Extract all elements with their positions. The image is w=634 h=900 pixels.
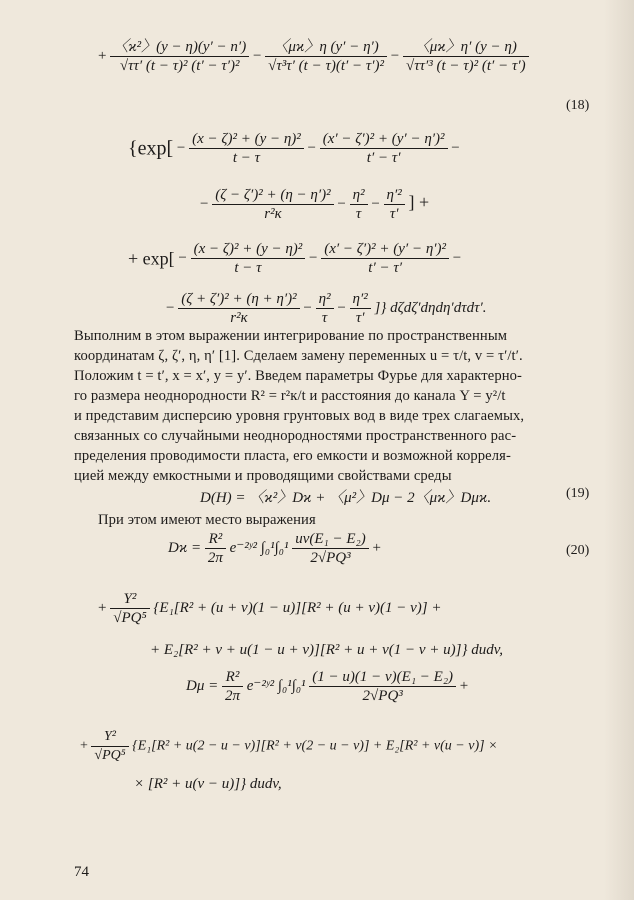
exp-line-4 [166, 290, 486, 327]
formula-19: D(H) = 〈ϰ²〉Dϰ + 〈μ²〉Dμ − 2〈μϰ〉Dμϰ. [200, 490, 492, 506]
page-number: 74 [74, 864, 89, 880]
fraction [316, 290, 334, 327]
numerator: (ζ − ζ′)² + (η − η′)² [212, 186, 333, 205]
minus-sign: − [309, 249, 318, 266]
numerator: η′² [350, 290, 371, 309]
numerator: (x′ − ζ′)² + (y′ − η′)² [321, 240, 449, 259]
numerator: (x − ζ)² + (y − η)² [189, 130, 304, 149]
denominator: τ [321, 310, 328, 326]
expression-body: {E₁[R² + u(2 − u − v)][R² + v(2 − u − v)] + E₂[R² + v(u − v)] × [132, 738, 498, 754]
fraction [350, 290, 371, 327]
denominator: τ [355, 206, 362, 222]
fraction [110, 38, 249, 75]
paragraph-line: и представим дисперсию уровня грунтовых вод в виде трех слагаемых, [74, 408, 525, 424]
integral-differentials: ]} dζdζ′dηdη′dτdτ′. [374, 299, 487, 316]
numerator: η² [316, 290, 334, 309]
paragraph-line: Выполним в этом выражении интегрирование по пространственным [74, 328, 508, 344]
formula-20-line-5 [80, 728, 498, 765]
numerator: 〈μϰ〉η (y′ − η′) [265, 38, 387, 57]
formula-20-line-4 [186, 668, 468, 705]
denominator: r²к [230, 310, 248, 326]
minus-sign: − [178, 249, 187, 266]
paragraph-line: Положим t = t′, x = x′, y = y′. Введем параметры Фурье для характерно- [74, 368, 523, 384]
paragraph-line: связанных со случайными неоднородностями пространственного рас- [74, 428, 517, 444]
plus-sign: + [459, 677, 469, 694]
exponent-integral: e⁻²ʸ² ∫₀¹∫₀¹ [229, 539, 289, 556]
denominator: t − τ [232, 150, 261, 166]
equation-number: (19) [566, 486, 590, 501]
lhs: Dϰ = [168, 539, 202, 556]
fraction [403, 38, 529, 75]
fraction [265, 38, 387, 75]
fraction [321, 240, 449, 277]
fraction [350, 186, 368, 223]
minus-sign: − [371, 195, 380, 212]
minus-sign: − [166, 299, 175, 316]
denominator: 2√PQ³ [362, 688, 403, 704]
minus-sign: − [451, 139, 460, 156]
minus-sign: − [337, 195, 346, 212]
fraction [110, 590, 149, 627]
numerator: uv(E₁ − E₂) [292, 530, 369, 549]
fraction [178, 290, 299, 327]
fraction [320, 130, 448, 167]
formula-20-line-6: × [R² + u(v − u)]} dudv, [134, 776, 282, 792]
fraction [205, 530, 226, 567]
paragraph-line: пределения проводимости пласта, его емкости и возможной корреля- [74, 448, 511, 464]
exp-line-2 [200, 186, 429, 223]
paragraph-line: координатам ζ, ζ′, η, η′ [1]. Сделаем замену переменных u = τ/t, v = τ′/t′. [74, 348, 523, 364]
denominator: 2π [207, 550, 223, 566]
exp-line-3 [128, 240, 461, 277]
denominator: τ′ [389, 206, 399, 222]
numerator: (1 − u)(1 − v)(E₁ − E₂) [309, 668, 456, 687]
paragraph-line: цией между емкостными и проводящими свойствами среды [74, 468, 452, 484]
numerator: 〈μϰ〉η′ (y − η) [403, 38, 529, 57]
plus-sign: + [80, 738, 88, 754]
numerator: R² [222, 668, 243, 687]
equation-number: (18) [566, 98, 590, 113]
exp-open: + exp[ [128, 248, 175, 269]
denominator: √ττ′ (t − τ)² (t′ − τ′)² [119, 58, 240, 74]
paragraph-line: го размера неоднородности R² = r²к/t и расстояния до канала Y = y²/t [74, 388, 506, 404]
numerator: η′² [384, 186, 405, 205]
exponent-integral: e⁻²ʸ² ∫₀¹∫₀¹ [246, 677, 306, 694]
denominator: √ττ′³ (t − τ)² (t′ − τ′) [406, 58, 526, 74]
denominator: τ′ [355, 310, 365, 326]
brace-exp-open: {exp[ [128, 137, 174, 160]
numerator: Y² [110, 590, 149, 609]
lhs: Dμ = [186, 677, 219, 694]
paragraph-line: При этом имеют место выражения [98, 512, 316, 528]
fraction [222, 668, 243, 705]
fraction [309, 668, 456, 705]
minus-sign: − [337, 299, 346, 316]
numerator: Y² [91, 728, 128, 747]
minus-sign: − [200, 195, 209, 212]
formula-20-line-1 [168, 530, 381, 567]
fraction [292, 530, 369, 567]
minus-sign: − [303, 299, 312, 316]
plus-sign: + [98, 47, 107, 64]
denominator: √PQ⁵ [113, 610, 147, 626]
denominator: r²к [264, 206, 282, 222]
fraction [212, 186, 333, 223]
expression-body: {E₁[R² + (u + v)(1 − u)][R² + (u + v)(1 − v)] + [153, 599, 442, 616]
numerator: η² [350, 186, 368, 205]
exp-line-1 [128, 130, 460, 167]
denominator: t′ − τ′ [366, 150, 401, 166]
denominator: √PQ⁵ [94, 748, 126, 763]
numerator: R² [205, 530, 226, 549]
formula-20-line-3: + E₂[R² + v + u(1 − u + v)][R² + u + v(1 − v + u)]} dudv, [150, 642, 504, 658]
minus-sign: − [307, 139, 316, 156]
fraction [189, 130, 304, 167]
formula-20-line-2 [98, 590, 442, 627]
plus-sign: + [372, 539, 381, 556]
minus-sign: − [176, 139, 186, 156]
denominator: 2π [224, 688, 240, 704]
numerator: (x′ − ζ′)² + (y′ − η′)² [320, 130, 448, 149]
plus-sign: + [98, 599, 107, 616]
numerator: (ζ + ζ′)² + (η + η′)² [178, 290, 299, 309]
minus-sign: − [390, 47, 400, 64]
denominator: t′ − τ′ [368, 260, 403, 276]
denominator: 2√PQ³ [310, 550, 351, 566]
formula-18-line [98, 38, 529, 75]
numerator: (x − ζ)² + (y − η)² [191, 240, 306, 259]
denominator: √τ³τ′ (t − τ)(t′ − τ′)² [268, 58, 385, 74]
bracket-close-plus: ] + [408, 191, 430, 212]
numerator: 〈ϰ²〉(y − η)(y′ − n′) [110, 38, 249, 57]
fraction [384, 186, 405, 223]
equation-number: (20) [566, 543, 590, 558]
fraction [91, 728, 128, 765]
minus-sign: − [252, 47, 262, 64]
fraction [191, 240, 306, 277]
minus-sign: − [452, 249, 462, 266]
page-edge-shadow [604, 0, 634, 900]
denominator: t − τ [234, 260, 262, 276]
